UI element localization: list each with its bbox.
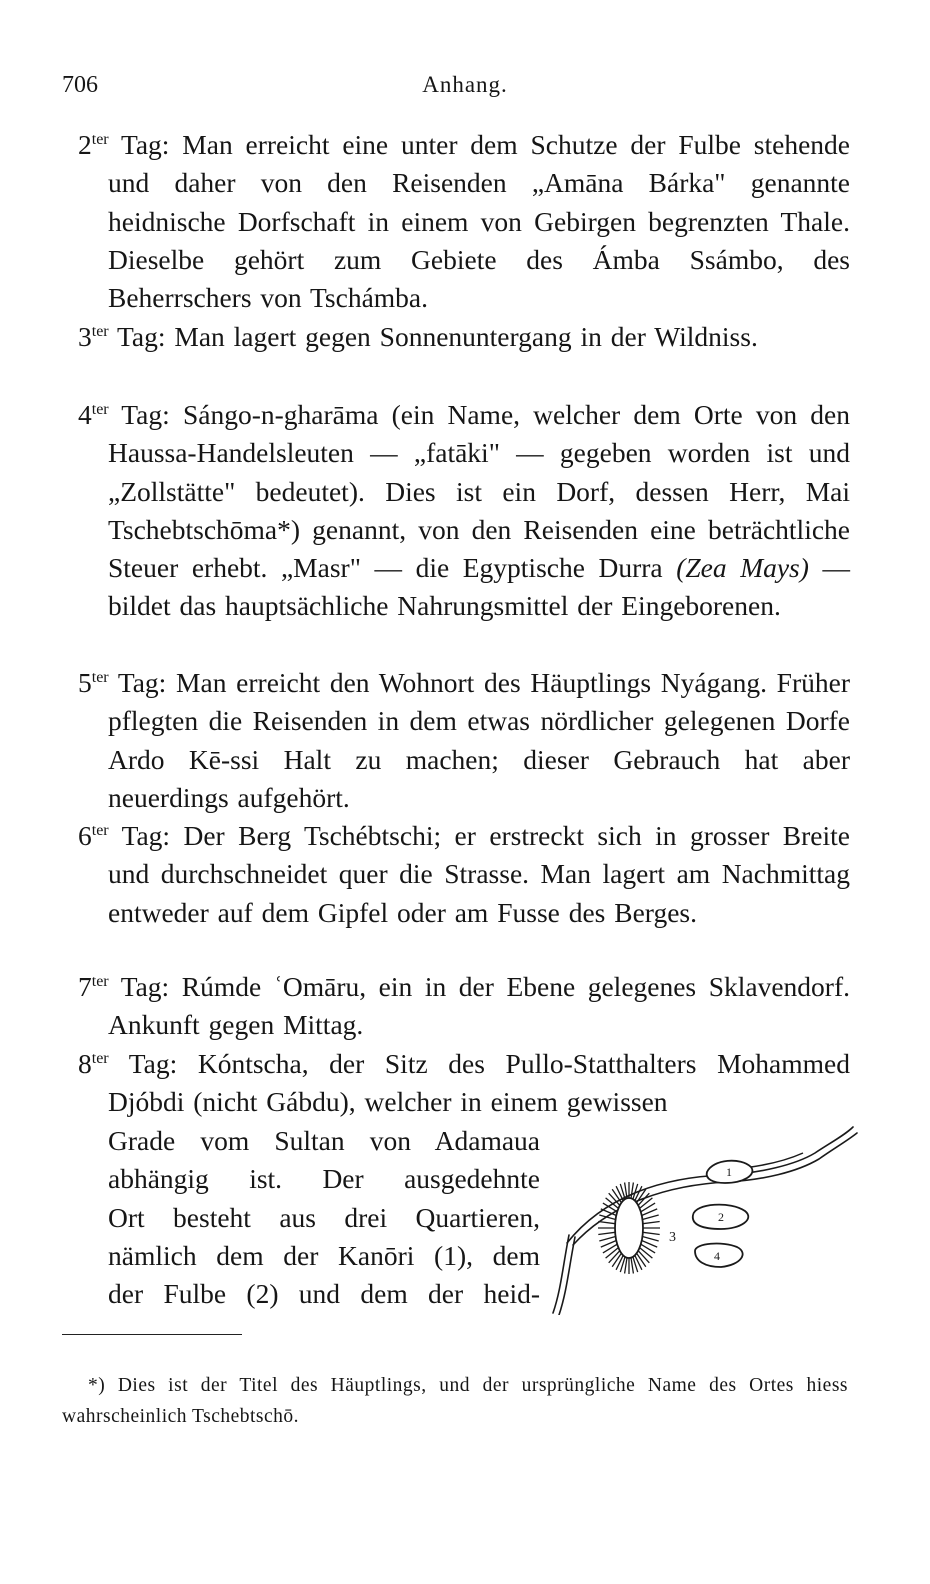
entry-text: Kóntscha, der Sitz des Pullo-Statthalters Mohammed Djóbdi (nicht Gábdu), welcher in einem gewissen (108, 1048, 850, 1118)
hatch-stroke (642, 1215, 658, 1220)
wrap-line: nämlich dem der Kanōri (1), dem (108, 1239, 540, 1271)
hatch-stroke (612, 1253, 621, 1267)
wrap-line: abhängig ist. Der ausgedehnte (108, 1163, 540, 1195)
hatch-stroke (598, 1222, 615, 1224)
quarter-1-label: 1 (726, 1165, 732, 1179)
entry-day-8 (78, 1045, 850, 1122)
wrap-line: der Fulbe (2) und dem der heid- (108, 1278, 540, 1310)
entry-day-5 (78, 664, 850, 817)
quarter-2-label: 2 (718, 1210, 724, 1224)
wrap-line: Grade vom Sultan von Adamaua (108, 1125, 540, 1156)
entry-label: $6^{ter}$ Tag: (78, 820, 171, 851)
hatch-stroke (609, 1251, 620, 1263)
hatch-stroke (643, 1222, 660, 1224)
footnote-rule (62, 1334, 242, 1335)
hatch-stroke (631, 1258, 633, 1274)
wall-line (553, 1235, 569, 1313)
page-number: 706 (62, 72, 98, 98)
hatch-stroke (625, 1183, 627, 1199)
hatch-stroke (642, 1237, 658, 1242)
entry-day-4 (78, 396, 850, 626)
entry-text: — bildet das hauptsächliche Nahrungsmittel der Eingeborenen. (108, 552, 850, 622)
entry-text: Der Berg Tschébtschi; er erstreckt sich in grosser Breite und durchschneidet quer die Strasse. Man lagert am Nachmittag entweder auf dem Gipfel oder am Fusse des Berges. (108, 820, 850, 928)
hatch-stroke (598, 1232, 615, 1234)
entry-label: $5^{ter}$ Tag: (78, 667, 167, 698)
hatch-stroke (599, 1237, 615, 1242)
quarter-4-label: 4 (714, 1249, 720, 1263)
hatch-stroke (625, 1258, 627, 1274)
running-head: Anhang. (422, 72, 508, 97)
entry-text: Man erreicht eine unter dem Schutze der Fulbe stehende und daher von den Reisenden „Amāna Bárka" genannte heidnische Dorfschaft in einem von Gebirgen begrenzten Thale. Dieselbe gehört zum Gebiete des Ámba Ssámbo, des Beherrschers von Tschámba. (108, 129, 850, 314)
entry-label: $7^{ter}$ Tag: (78, 971, 170, 1002)
entry-label: $3^{ter}$ Tag: (78, 321, 166, 352)
hatch-stroke (643, 1232, 660, 1234)
entry-label: $4^{ter}$ Tag: (78, 399, 170, 430)
hatch-stroke (631, 1183, 633, 1199)
entry-label: $2^{ter}$ Tag: (78, 129, 170, 160)
quarter-3-inner (615, 1198, 643, 1258)
entry-day-3 (78, 318, 850, 356)
entry-text-italic: (Zea Mays) (676, 552, 809, 584)
wrap-text (108, 1122, 540, 1313)
footnote: *) Dies ist der Titel des Häuptlings, und der ursprüngliche Name des Ortes hiess wahrscheinlich Tschebtschō. (62, 1375, 848, 1427)
entry-text: Man lagert gegen Sonnenuntergang in der Wildniss. (174, 321, 758, 352)
entry-day-2 (78, 126, 850, 317)
entry-text: Sángo-n-gharāma (ein Name, welcher dem Orte von den Haussa-Handelsleuten — „fatāki" — gegeben worden ist und „Zollstätte" bedeutet). Dies ist ein Dorf, dessen Herr, Mai Tschebtschōma*) genannt, von den Reisenden eine beträchtliche Steuer erhebt. „Masr" — die Egyptische Durra (108, 399, 850, 584)
wrap-line: Ort besteht aus drei Quartieren, (108, 1201, 540, 1233)
entry-label: $8^{ter}$ Tag: (78, 1048, 178, 1079)
entry-text: Man erreicht den Wohnort des Häuptlings Nyágang. Früher pflegten die Reisenden in dem etwas nördlicher gelegenen Dorfe Ardo Kē-ssi Halt zu machen; dieser Gebrauch hat aber neuerdings aufgehört. (108, 667, 850, 813)
entry-day-6 (78, 817, 850, 932)
hatch-stroke (637, 1253, 646, 1267)
entry-day-7 (78, 968, 850, 1045)
entry-text: Rúmde ʿOmāru, ein in der Ebene gelegenes Sklavendorf. Ankunft gegen Mittag. (108, 971, 850, 1041)
town-sketch (545, 1125, 865, 1315)
quarter-3-label: 3 (669, 1230, 676, 1245)
hatch-stroke (640, 1248, 653, 1259)
hatch-stroke (606, 1248, 619, 1259)
hatch-stroke (638, 1251, 649, 1263)
